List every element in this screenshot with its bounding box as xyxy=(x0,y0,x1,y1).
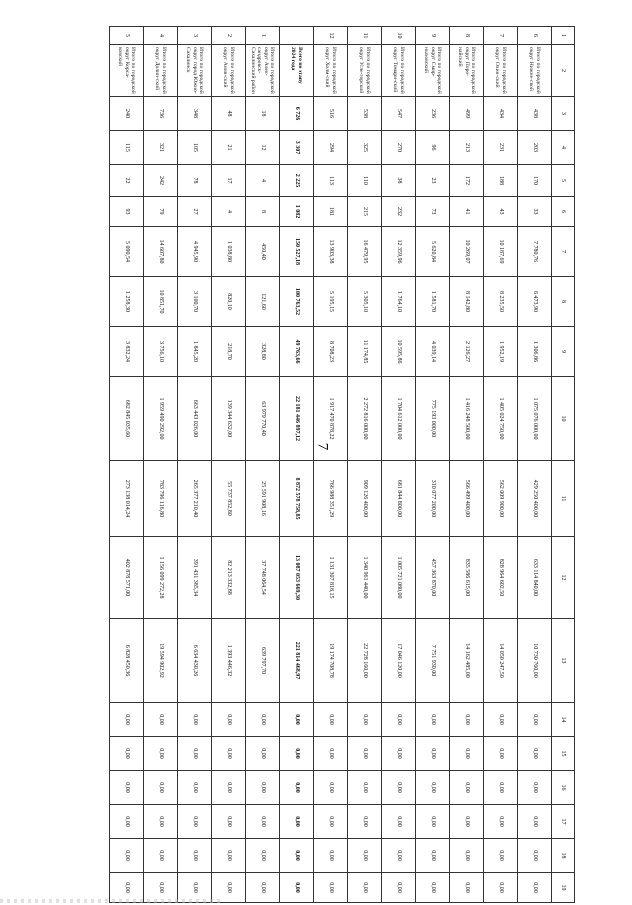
column-header: 14 xyxy=(552,703,575,737)
table-cell: 2 xyxy=(212,27,246,45)
table-cell: 232 xyxy=(382,197,416,227)
table-cell: 0,00 xyxy=(212,737,246,771)
data-table xyxy=(109,26,575,903)
table-cell: 0,00 xyxy=(246,771,280,805)
table-cell: 22 xyxy=(110,165,144,197)
table-cell: 0,00 xyxy=(246,839,280,873)
table-cell: 5 195,15 xyxy=(314,277,348,327)
row-label: Всего по этапу 2024 года xyxy=(280,45,314,97)
table-cell: 231 xyxy=(484,131,518,165)
table-cell: 0,00 xyxy=(246,703,280,737)
table-cell: 1 416 248 500,00 xyxy=(450,377,484,461)
table-cell: 5 090,54 xyxy=(110,227,144,277)
table-cell: 18 xyxy=(246,97,280,131)
table-cell: 14 607,80 xyxy=(144,227,178,277)
table-cell: 0,00 xyxy=(280,873,314,903)
table-cell: 1 764,10 xyxy=(382,277,416,327)
table-cell: 19 594 902,92 xyxy=(144,619,178,703)
table-cell: 10 730 760,00 xyxy=(518,619,552,703)
table-cell: 736 xyxy=(144,97,178,131)
table-cell: 0,00 xyxy=(484,839,518,873)
table-cell: 150 527,18 xyxy=(280,227,314,277)
table-cell: 0,00 xyxy=(450,839,484,873)
table-cell: 450,40 xyxy=(246,227,280,277)
table-cell: 242 xyxy=(144,165,178,197)
table-cell: 172 xyxy=(450,165,484,197)
row-label: Итого по городской округ Холм-ский xyxy=(314,45,348,97)
table-cell: 0,00 xyxy=(450,737,484,771)
table-cell: 22 181 446 897,12 xyxy=(280,377,314,461)
table-cell: 10 269,07 xyxy=(450,227,484,277)
table-cell: 0,00 xyxy=(212,771,246,805)
table-cell: 0,00 xyxy=(416,873,450,903)
table-cell: 21 xyxy=(212,131,246,165)
table-body xyxy=(110,27,575,903)
table-cell: 0,00 xyxy=(382,873,416,903)
table-cell: 1 005 721 080,00 xyxy=(382,537,416,619)
row-label: Итого по городской округ Анив-ский xyxy=(212,45,246,97)
column-header: 6 xyxy=(552,197,575,227)
page-number: 7 xyxy=(314,442,331,451)
table-cell: 11 174,85 xyxy=(348,327,382,377)
table-cell: 12 xyxy=(314,27,348,45)
column-header: 13 xyxy=(552,619,575,703)
table-cell: 0,00 xyxy=(314,737,348,771)
table-cell: 391 431 385,34 xyxy=(178,537,212,619)
column-header: 5 xyxy=(552,165,575,197)
table-row xyxy=(484,27,518,903)
table-cell: 8 872 578 758,85 xyxy=(280,461,314,537)
table-cell: 0,00 xyxy=(348,805,382,839)
table-cell: 0,00 xyxy=(382,839,416,873)
table-cell: 0,00 xyxy=(212,805,246,839)
table-cell: 0,00 xyxy=(280,737,314,771)
table-cell: 0,00 xyxy=(314,703,348,737)
table-cell: 3 832,24 xyxy=(110,327,144,377)
table-row xyxy=(314,27,348,903)
table-cell: 0,00 xyxy=(518,839,552,873)
table-cell: 41 xyxy=(450,197,484,227)
table-cell: 17 xyxy=(212,165,246,197)
row-label: Итого по городской округ Смир-ныховский xyxy=(416,45,450,97)
table-cell: 0,00 xyxy=(484,737,518,771)
table-cell: 0,00 xyxy=(416,703,450,737)
table-cell: 909 126 400,00 xyxy=(348,461,382,537)
table-cell: 0,00 xyxy=(110,703,144,737)
column-header: 4 xyxy=(552,131,575,165)
table-cell: 215 xyxy=(348,197,382,227)
table-cell: 681 844 800,00 xyxy=(382,461,416,537)
table-cell: 236 xyxy=(416,97,450,131)
column-header: 2 xyxy=(552,45,575,97)
column-header: 18 xyxy=(552,839,575,873)
table-cell: 0,00 xyxy=(246,805,280,839)
table-cell: 78 xyxy=(178,165,212,197)
table-cell: 0,00 xyxy=(212,703,246,737)
table-cell: 0,00 xyxy=(178,703,212,737)
table-cell: 321 xyxy=(144,131,178,165)
table-cell: 0,00 xyxy=(212,873,246,903)
table-cell: 0,00 xyxy=(280,839,314,873)
column-header: 1 xyxy=(552,27,575,45)
table-cell xyxy=(280,27,314,45)
table-cell: 1 xyxy=(246,27,280,45)
table-cell: 0,00 xyxy=(348,839,382,873)
table-cell: 0,00 xyxy=(246,737,280,771)
table-cell: 0,00 xyxy=(484,805,518,839)
table-cell: 6 828 450,36 xyxy=(110,619,144,703)
table-cell: 0,00 xyxy=(314,771,348,805)
table-row xyxy=(416,27,450,903)
row-label: Итого по городской округ Долин-ский xyxy=(144,45,178,97)
table-cell: 105 xyxy=(178,131,212,165)
table-cell: 434 xyxy=(484,97,518,131)
header-row xyxy=(552,27,575,903)
column-header: 3 xyxy=(552,97,575,131)
rotated-table-container xyxy=(75,26,575,893)
table-row xyxy=(246,27,280,903)
table-row xyxy=(348,27,382,903)
table-cell: 0,00 xyxy=(518,771,552,805)
table-cell: 6 xyxy=(518,27,552,45)
table-cell: 265 377 210,40 xyxy=(178,461,212,537)
table-cell: 170 xyxy=(518,165,552,197)
row-label: Итого по городской округ Корса-ковский xyxy=(110,45,144,97)
table-row xyxy=(144,27,178,903)
table-cell: 0,00 xyxy=(518,737,552,771)
table-cell: 0,00 xyxy=(212,839,246,873)
table-cell: 1 131 307 818,15 xyxy=(314,537,348,619)
table-cell: 63 979 770,40 xyxy=(246,377,280,461)
table-cell: 38 xyxy=(382,165,416,197)
row-label: Итого по городской округ Охин-ский xyxy=(484,45,518,97)
table-cell: 0,00 xyxy=(178,839,212,873)
table-cell: 273 138 014,24 xyxy=(110,461,144,537)
table-cell: 310 077 200,00 xyxy=(416,461,450,537)
table-cell: 10 187,69 xyxy=(484,227,518,277)
table-cell: 2 126,27 xyxy=(450,327,484,377)
table-cell: 10 595,86 xyxy=(382,327,416,377)
table-cell: 820,10 xyxy=(212,277,246,327)
table-cell: 139 344 632,00 xyxy=(212,377,246,461)
table-cell: 1 258,30 xyxy=(110,277,144,327)
table-cell: 499 xyxy=(450,97,484,131)
table-cell: 4 xyxy=(144,27,178,45)
table-cell: 8 235,50 xyxy=(484,277,518,327)
column-header: 11 xyxy=(552,461,575,537)
table-cell: 0,00 xyxy=(246,873,280,903)
table-cell: 0,00 xyxy=(484,873,518,903)
column-header: 15 xyxy=(552,737,575,771)
table-cell: 4 039,14 xyxy=(416,327,450,377)
table-cell: 663 443 026,00 xyxy=(178,377,212,461)
table-cell: 0,00 xyxy=(144,771,178,805)
table-cell: 0,00 xyxy=(382,805,416,839)
table-cell: 79 xyxy=(144,197,178,227)
table-cell: 1 340 961 440,00 xyxy=(348,537,382,619)
table-cell: 0,00 xyxy=(178,771,212,805)
table-cell: 0,00 xyxy=(416,805,450,839)
table-cell: 0,00 xyxy=(314,805,348,839)
table-cell: 0,00 xyxy=(518,873,552,903)
table-cell: 516 xyxy=(314,97,348,131)
table-cell: 0,00 xyxy=(144,873,178,903)
table-cell: 1 038,80 xyxy=(212,227,246,277)
table-cell: 0,00 xyxy=(280,771,314,805)
table-cell: 1 075 076 000,00 xyxy=(518,377,552,461)
table-cell: 115 xyxy=(110,131,144,165)
table-cell: 8 142,80 xyxy=(450,277,484,327)
column-header: 17 xyxy=(552,805,575,839)
table-cell: 6 634 430,26 xyxy=(178,619,212,703)
table-cell: 8 708,23 xyxy=(314,327,348,377)
table-cell: 0,00 xyxy=(518,805,552,839)
table-cell: 0,00 xyxy=(416,737,450,771)
table-cell: 682 845 035,60 xyxy=(110,377,144,461)
table-cell: 188 xyxy=(484,165,518,197)
table-cell: 562 009 900,00 xyxy=(484,461,518,537)
table-cell: 0,00 xyxy=(348,703,382,737)
table-cell: 0,00 xyxy=(280,805,314,839)
table-cell: 1 156 099 272,28 xyxy=(144,537,178,619)
scan-footer-noise xyxy=(0,899,220,903)
table-cell: 13 087 053 669,30 xyxy=(280,537,314,619)
table-cell: 5 305,10 xyxy=(348,277,382,327)
row-label: Итого по городской округ Томари-ский xyxy=(382,45,416,97)
table-cell: 1 845,20 xyxy=(178,327,212,377)
table-cell: 2 272 816 000,00 xyxy=(348,377,382,461)
table-cell: 1 704 612 000,00 xyxy=(382,377,416,461)
table-cell: 0,00 xyxy=(518,703,552,737)
table-cell: 48 xyxy=(212,97,246,131)
table-row xyxy=(382,27,416,903)
row-label: Итого по городской округ Поро-найский xyxy=(450,45,484,97)
table-cell: 1 952,19 xyxy=(484,327,518,377)
table-cell: 0,00 xyxy=(110,737,144,771)
column-header: 16 xyxy=(552,771,575,805)
row-label: Итого по городской округ Алек-сандровск-Сахалинский район xyxy=(246,45,280,97)
table-cell: 1 959 490 292,00 xyxy=(144,377,178,461)
table-cell: 7 780,76 xyxy=(518,227,552,277)
table-cell: 93 xyxy=(110,197,144,227)
table-cell: 12 xyxy=(246,131,280,165)
table-cell: 0,00 xyxy=(416,771,450,805)
table-cell: 73 xyxy=(416,197,450,227)
table-cell: 11 xyxy=(348,27,382,45)
table-cell: 5 620,84 xyxy=(416,227,450,277)
table-cell: 633 114 840,00 xyxy=(518,537,552,619)
column-header: 8 xyxy=(552,277,575,327)
table-cell: 8 xyxy=(450,27,484,45)
table-cell: 0,00 xyxy=(144,839,178,873)
table-cell: 0,00 xyxy=(144,805,178,839)
table-cell: 10 xyxy=(382,27,416,45)
table-cell: 22 728 160,00 xyxy=(348,619,382,703)
table-cell: 121,60 xyxy=(246,277,280,327)
table-cell: 0,00 xyxy=(450,805,484,839)
table-cell: 1 405 024 750,00 xyxy=(484,377,518,461)
table-cell: 100 763,52 xyxy=(280,277,314,327)
column-header: 19 xyxy=(552,873,575,903)
table-cell: 12 359,96 xyxy=(382,227,416,277)
table-cell: 270 xyxy=(382,131,416,165)
table-cell: 766 988 351,29 xyxy=(314,461,348,537)
table-cell: 775 193 000,00 xyxy=(416,377,450,461)
table-cell: 49 763,66 xyxy=(280,327,314,377)
table-cell: 13 903,38 xyxy=(314,227,348,277)
table-cell: 0,00 xyxy=(450,873,484,903)
table-cell: 240 xyxy=(110,97,144,131)
table-cell: 181 xyxy=(314,197,348,227)
table-cell: 55 737 852,80 xyxy=(212,461,246,537)
table-cell: 2 225 xyxy=(280,165,314,197)
table-cell: 7 xyxy=(484,27,518,45)
table-row xyxy=(110,27,144,903)
table-cell: 1 917 470 878,22 xyxy=(314,377,348,461)
table-cell: 16 479,95 xyxy=(348,227,382,277)
table-cell: 3 307 xyxy=(280,131,314,165)
table-cell: 9 xyxy=(416,27,450,45)
table-row xyxy=(450,27,484,903)
table-cell: 203 xyxy=(518,131,552,165)
table-cell: 0,00 xyxy=(382,737,416,771)
table-cell: 348 xyxy=(178,97,212,131)
table-cell: 294 xyxy=(314,131,348,165)
table-cell: 17 046 120,00 xyxy=(382,619,416,703)
table-cell: 835 586 615,00 xyxy=(450,537,484,619)
table-cell: 1 306,86 xyxy=(518,327,552,377)
table-cell: 457 363 870,00 xyxy=(416,537,450,619)
table-cell: 1 393 446,32 xyxy=(212,619,246,703)
table-cell: 25 591 908,16 xyxy=(246,461,280,537)
table-cell: 1 581,70 xyxy=(416,277,450,327)
table-cell: 19 174 708,78 xyxy=(314,619,348,703)
table-cell: 213 xyxy=(450,131,484,165)
table-cell: 0,00 xyxy=(484,703,518,737)
table-cell: 0,00 xyxy=(178,737,212,771)
table-cell: 328,80 xyxy=(246,327,280,377)
table-cell: 0,00 xyxy=(178,873,212,903)
table-cell: 0,00 xyxy=(144,703,178,737)
table-cell: 0,00 xyxy=(110,771,144,805)
table-cell: 538 xyxy=(348,97,382,131)
table-cell: 0,00 xyxy=(348,873,382,903)
table-cell: 0,00 xyxy=(348,737,382,771)
table-cell: 3 100,70 xyxy=(178,277,212,327)
table-cell: 5 xyxy=(110,27,144,45)
table-cell: 33 xyxy=(518,197,552,227)
table-cell: 3 756,10 xyxy=(144,327,178,377)
table-cell: 37 748 064,54 xyxy=(246,537,280,619)
column-header: 7 xyxy=(552,227,575,277)
table-cell: 218,70 xyxy=(212,327,246,377)
table-cell: 43 xyxy=(484,197,518,227)
table-cell: 402 878 571,00 xyxy=(110,537,144,619)
table-cell: 547 xyxy=(382,97,416,131)
row-label: Итого по городской округ город Южно-Сахалинск xyxy=(178,45,212,97)
table-cell: 0,00 xyxy=(450,771,484,805)
column-header: 12 xyxy=(552,537,575,619)
table-row xyxy=(518,27,552,903)
table-cell: 429 250 400,00 xyxy=(518,461,552,537)
table-cell: 96 xyxy=(416,131,450,165)
table-cell: 0,00 xyxy=(280,703,314,737)
table-cell: 82 213 332,88 xyxy=(212,537,246,619)
table-cell: 438 xyxy=(518,97,552,131)
table-row xyxy=(178,27,212,903)
table-cell: 14 162 485,00 xyxy=(450,619,484,703)
table-cell: 110 xyxy=(348,165,382,197)
table-cell: 4 945,90 xyxy=(178,227,212,277)
row-label: Итого по городской округ Угле-горский xyxy=(348,45,382,97)
table-cell: 0,00 xyxy=(314,839,348,873)
table-cell: 0,00 xyxy=(110,873,144,903)
table-cell: 0,00 xyxy=(382,703,416,737)
table-cell: 4 xyxy=(212,197,246,227)
total-row xyxy=(280,27,314,903)
table-cell: 7 751 930,00 xyxy=(416,619,450,703)
table-cell: 566 499 400,00 xyxy=(450,461,484,537)
table-cell: 4 xyxy=(246,165,280,197)
table-cell: 325 xyxy=(348,131,382,165)
table-cell: 3 xyxy=(178,27,212,45)
table-cell: 6 473,90 xyxy=(518,277,552,327)
table-cell: 0,00 xyxy=(144,737,178,771)
table-cell: 0,00 xyxy=(110,805,144,839)
table-row xyxy=(212,27,246,903)
table-cell: 1 082 xyxy=(280,197,314,227)
table-cell: 0,00 xyxy=(416,839,450,873)
table-cell: 27 xyxy=(178,197,212,227)
table-cell: 14 050 247,50 xyxy=(484,619,518,703)
table-cell: 0,00 xyxy=(110,839,144,873)
table-cell: 783 796 116,80 xyxy=(144,461,178,537)
table-cell: 0,00 xyxy=(178,805,212,839)
table-cell: 0,00 xyxy=(450,703,484,737)
table-cell: 221 814 468,97 xyxy=(280,619,314,703)
table-cell: 6 726 xyxy=(280,97,314,131)
table-cell: 828 964 602,50 xyxy=(484,537,518,619)
table-cell: 0,00 xyxy=(382,771,416,805)
table-cell: 0,00 xyxy=(314,873,348,903)
table-cell: 8 xyxy=(246,197,280,227)
table-cell: 10 851,70 xyxy=(144,277,178,327)
table-cell: 0,00 xyxy=(348,771,382,805)
table-cell: 0,00 xyxy=(484,771,518,805)
table-cell: 23 xyxy=(416,165,450,197)
column-header: 9 xyxy=(552,327,575,377)
table-cell: 639 797,70 xyxy=(246,619,280,703)
table-cell: 113 xyxy=(314,165,348,197)
row-label: Итого по городской округ Нижне-свой xyxy=(518,45,552,97)
column-header: 10 xyxy=(552,377,575,461)
